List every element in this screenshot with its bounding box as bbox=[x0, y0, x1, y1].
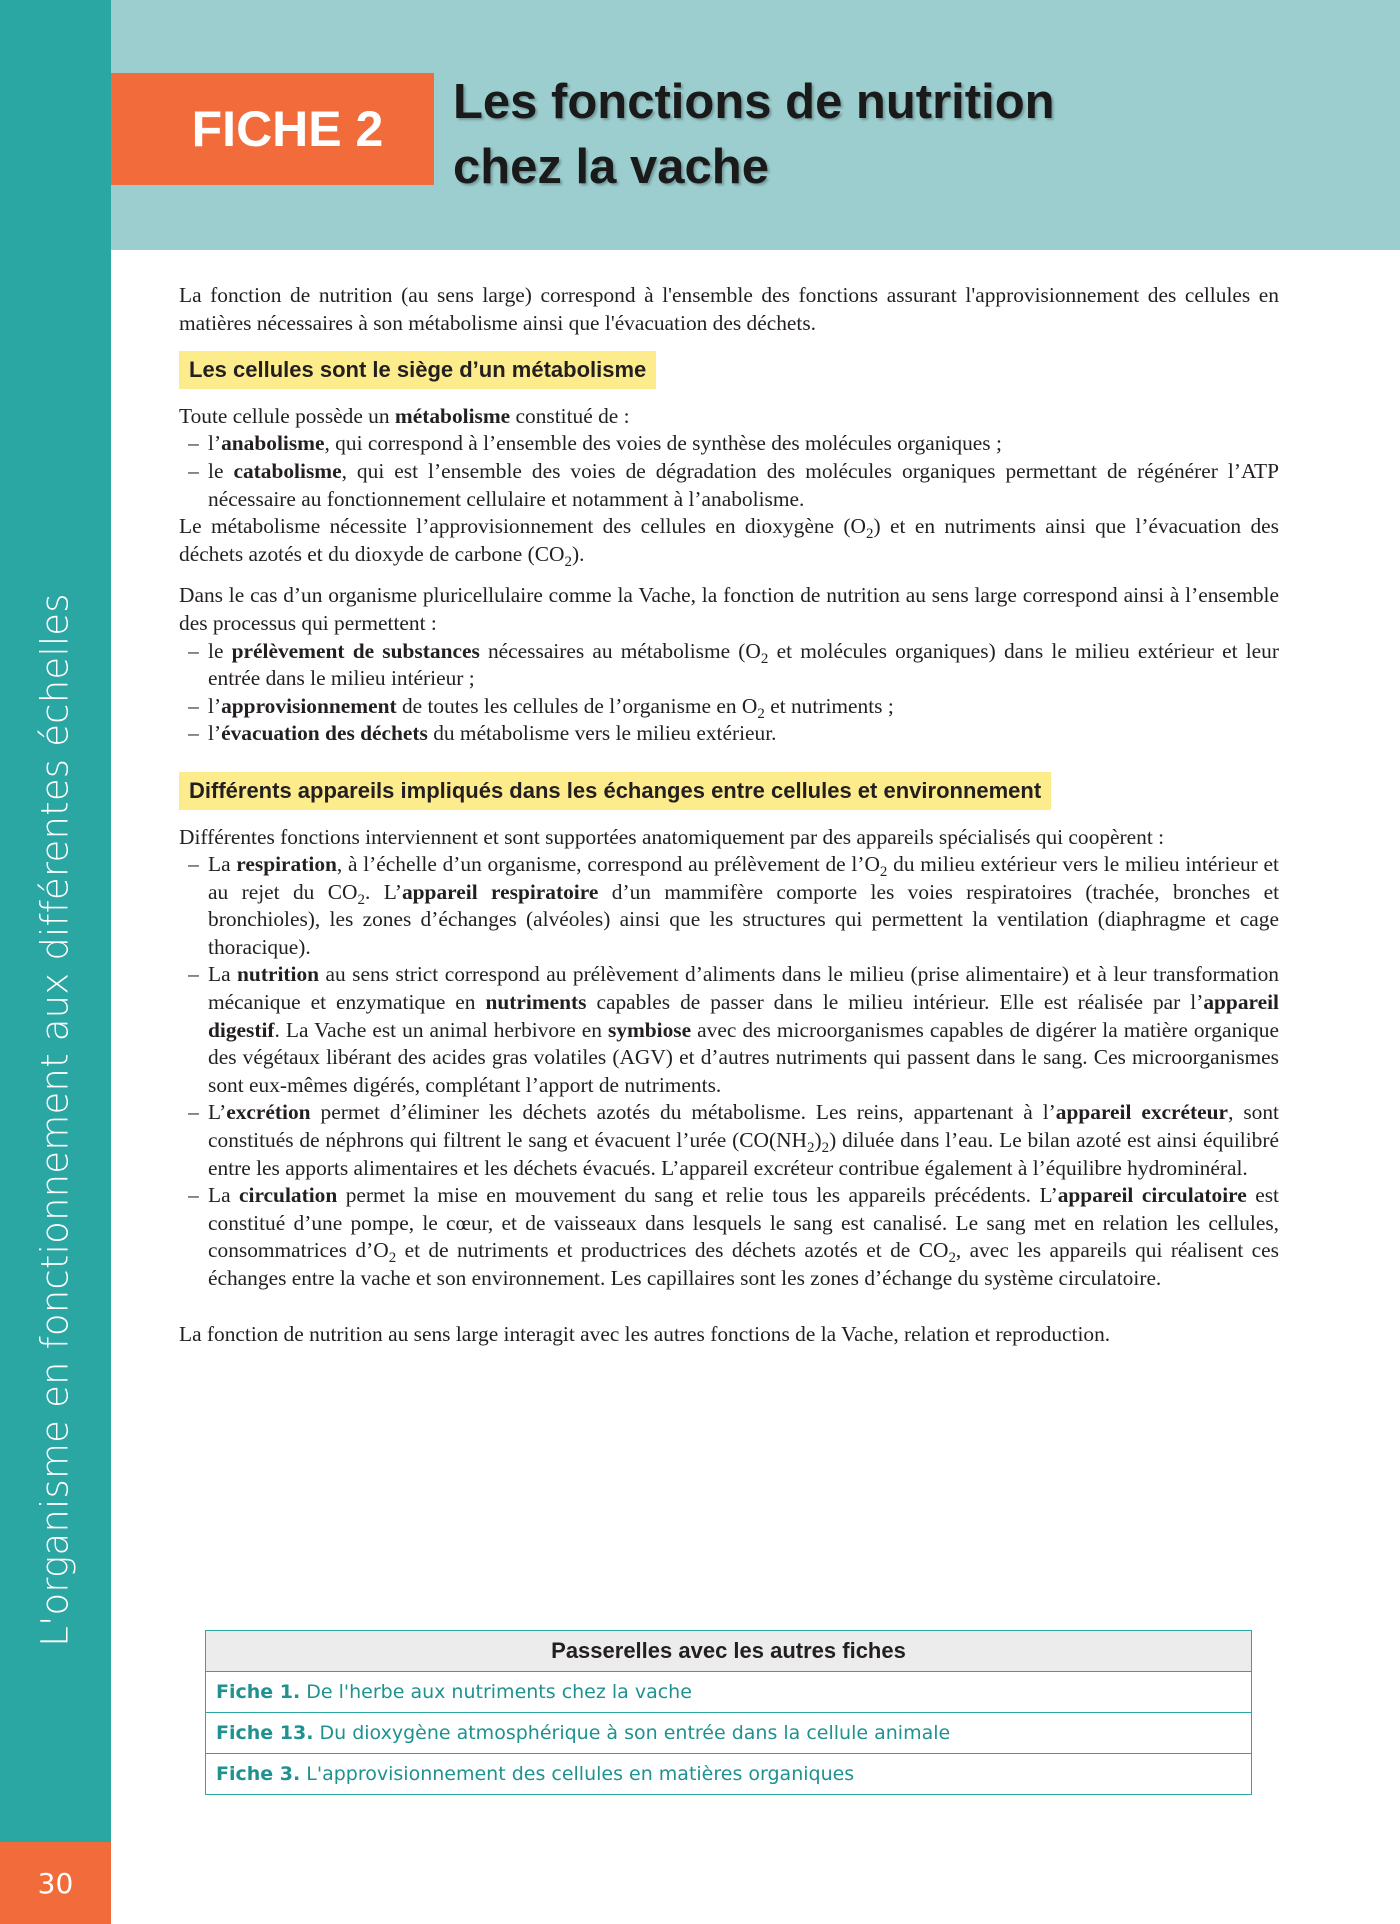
section-title-metabolisme: Les cellules sont le siège d’un métabolisme bbox=[179, 351, 656, 389]
page-header bbox=[111, 0, 1400, 250]
paragraph: Dans le cas d’un organisme pluricellulaire comme la Vache, la fonction de nutrition au sens large correspond ainsi à l’ensemble des processus qui permettent : bbox=[179, 583, 1279, 635]
passerelles-header: Passerelles avec les autres fiches bbox=[206, 1631, 1252, 1672]
fiche-ref-title: L'approvisionnement des cellules en matières organiques bbox=[300, 1763, 855, 1785]
fiche-ref-title: De l'herbe aux nutriments chez la vache bbox=[300, 1681, 692, 1703]
list-item: – le prélèvement de substances nécessaires au métabolisme ($O_2$ et molécules organiques) dans le milieu extérieur et leur entrée dans le milieu intérieur ; bbox=[188, 638, 1279, 691]
table-row[interactable] bbox=[206, 1672, 1252, 1713]
passerelles-table bbox=[205, 1630, 1252, 1795]
paragraph: Toute cellule possède un métabolisme constitué de : bbox=[179, 403, 630, 428]
list-item-respiration: – La respiration, à l’échelle d’un organisme, correspond au prélèvement de $l’O_2$ du milieu extérieur vers le milieu intérieur et au rejet du $CO_2$. L’appareil respiratoire d’un mammifère comporte les voies respiratoires (trachée, bronches et bronchioles), les zones d’échanges (alvéoles) ainsi que les structures qui permettent la ventilation (diaphragme et cage thoracique). bbox=[188, 852, 1280, 959]
page-title-line2: chez la vache bbox=[453, 140, 769, 194]
fiche-ref-title: Du dioxygène atmosphérique à son entrée dans la cellule animale bbox=[313, 1722, 951, 1744]
page-title-line1: Les fonctions de nutrition bbox=[453, 75, 1055, 129]
list-item-excretion: – L’excrétion permet d’éliminer les déchets azotés du métabolisme. Les reins, appartenant à l’appareil excréteur, sont constitués de néphrons qui filtrent le sang et évacuent l’urée $(CO(NH_2)_2)$ diluée dans l’eau. Le bilan azoté est ainsi équilibré entre les apports alimentaires et les déchets évacués. L’appareil excréteur contribue également à l’équilibre hydrominéral. bbox=[188, 1100, 1279, 1180]
section-title-appareils: Différents appareils impliqués dans les échanges entre cellules et environnement bbox=[179, 772, 1051, 810]
list-item: – l’évacuation des déchets du métabolisme vers le milieu extérieur. bbox=[188, 721, 777, 746]
list-item-nutrition: – La nutrition au sens strict correspond au prélèvement d’aliments dans le milieu (prise alimentaire) et à leur transformation mécanique et enzymatique en nutriments capables de passer dans le milieu intérieur. Elle est réalisée par l’appareil digestif. La Vache est un animal herbivore en symbiose avec des microorganismes capables de digérer la matière organique des végétaux libérant des acides gras volatiles (AGV) et d’autres nutriments qui passent dans le sang. Ces microorganismes sont eux-mêmes digérés, complétant l’apport de nutriments. bbox=[188, 962, 1279, 1097]
main-content bbox=[179, 282, 1279, 1348]
fiche-label: FICHE 2 bbox=[111, 73, 434, 185]
fiche-ref-number: Fiche 3. bbox=[216, 1763, 301, 1785]
paragraph: Le métabolisme nécessite l’approvisionnement des cellules en dioxygène $(O_2)$ et en nutriments ainsi que l’évacuation des déchets azotés et du dioxyde de carbone $(CO_2)$. bbox=[179, 514, 1279, 570]
list-item-circulation: – La circulation permet la mise en mouvement du sang et relie tous les appareils précédents. L’appareil circulatoire est constitué d’une pompe, le cœur, et de vaisseaux dans lesquels le sang est canalisé. Le sang met en relation les cellules, consommatrices $d’O_2$ et de nutriments et productrices des déchets azotés et de $CO_2$, avec les appareils qui réalisent ces échanges entre la vache et son environnement. Les capillaires sont les zones d’échange du système circulatoire. bbox=[188, 1183, 1279, 1290]
page-title bbox=[453, 70, 1353, 200]
intro-paragraph: La fonction de nutrition (au sens large) correspond à l'ensemble des fonctions assurant l'approvisionnement des cellules en matières nécessaires à son métabolisme ainsi que l'évacuation des déchets. bbox=[179, 283, 1279, 335]
table-row[interactable] bbox=[206, 1754, 1252, 1795]
sidebar bbox=[0, 0, 111, 1924]
fiche-ref-number: Fiche 1. bbox=[216, 1681, 301, 1703]
conclusion-paragraph: La fonction de nutrition au sens large interagit avec les autres fonctions de la Vache, relation et reproduction. bbox=[179, 1321, 1111, 1346]
sidebar-vertical-title: L'organisme en fonctionnement aux différentes échelles bbox=[33, 593, 77, 1647]
page-number: 30 bbox=[0, 1842, 111, 1924]
paragraph: Différentes fonctions interviennent et sont supportées anatomiquement par des appareils spécialisés qui coopèrent : bbox=[179, 824, 1165, 849]
table-row[interactable] bbox=[206, 1713, 1252, 1754]
list-item: – l’anabolisme, qui correspond à l’ensemble des voies de synthèse des molécules organiques ; bbox=[188, 431, 1002, 456]
list-item: – le catabolisme, qui est l’ensemble des voies de dégradation des molécules organiques permettant de régénérer l’ATP nécessaire au fonctionnement cellulaire et notamment à l’anabolisme. bbox=[188, 458, 1279, 511]
fiche-ref-number: Fiche 13. bbox=[216, 1722, 314, 1744]
list-item: – l’approvisionnement de toutes les cellules de l’organisme en $O_2$ et nutriments ; bbox=[188, 693, 894, 722]
